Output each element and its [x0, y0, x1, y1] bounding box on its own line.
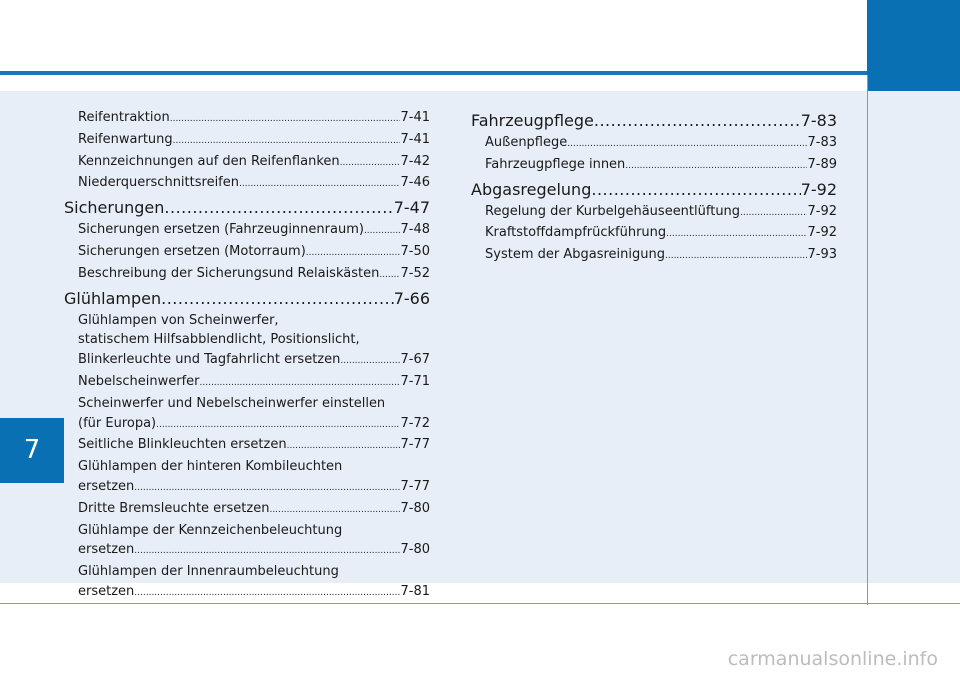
toc-page-number: 7-81 [400, 583, 430, 599]
dot-leader [594, 109, 801, 133]
toc-entry-title: Reifentraktion [78, 110, 170, 125]
toc-entry[interactable] [64, 264, 430, 286]
toc-entry[interactable] [471, 223, 837, 245]
dot-leader [364, 220, 401, 242]
toc-entry[interactable] [64, 108, 430, 130]
toc-page-number: 7-89 [807, 156, 837, 172]
dot-leader [625, 155, 807, 177]
dot-leader [134, 540, 400, 562]
dot-leader [666, 223, 807, 245]
toc-page-number: 7-71 [400, 373, 430, 389]
dot-leader [306, 242, 401, 264]
toc-entry-title-line: Glühlampe der Kennzeichenbeleuchtung [78, 522, 343, 538]
toc-entry[interactable] [64, 499, 430, 521]
toc-page-number: 7-48 [400, 222, 430, 238]
toc-entry-title: Sicherungen ersetzen (Motorraum) [78, 243, 306, 259]
toc-page-number: 7-92 [807, 225, 837, 241]
toc-entry-title: ersetzen [78, 478, 135, 494]
toc-entry-title: (für Europa) [78, 415, 157, 431]
dot-leader [200, 372, 401, 394]
toc-entry-title: Beschreibung der Sicherungsund Relaiskästen [78, 265, 380, 281]
toc-entry-title: ersetzen [78, 583, 135, 599]
toc-page-number: 7-80 [400, 542, 430, 558]
toc-entry-title: Nebelscheinwerfer [78, 373, 200, 389]
toc-entry-title: Fahrzeugpflege [471, 111, 594, 130]
toc-page-number: 7-47 [393, 198, 430, 218]
toc-page-number: 7-92 [800, 179, 837, 199]
watermark: carmanualsonline.info [727, 648, 938, 670]
dot-leader [134, 477, 400, 499]
toc-entry-title: Dritte Bremsleuchte ersetzen [78, 500, 270, 516]
toc-entry-title-line: Glühlampen der Innenraumbeleuchtung [78, 564, 339, 580]
toc-entry-title: Sicherungen [64, 198, 165, 218]
margin-strip [868, 91, 960, 583]
toc-entry-title: Glühlampen [64, 288, 162, 308]
toc-page-number: 7-50 [400, 243, 430, 259]
dot-leader [239, 173, 400, 195]
toc-page-number: 7-41 [400, 110, 430, 125]
toc-entry[interactable] [64, 311, 430, 372]
dot-leader [156, 414, 400, 436]
toc-entry-title: Fahrzeugpflege innen [485, 156, 626, 172]
toc-entry-title-line: Scheinwerfer und Nebelscheinwerfer einstellen [78, 395, 386, 411]
toc-section-heading[interactable] [64, 287, 430, 311]
toc-entry-title: Regelung der Kurbelgehäuseentlüftung [485, 203, 741, 219]
toc-entry[interactable] [64, 394, 430, 436]
toc-page-number: 7-77 [400, 478, 430, 494]
toc-entry-title-line: Glühlampen der hinteren Kombileuchten [78, 459, 343, 475]
corner-tab-block [867, 0, 960, 91]
toc-entry[interactable] [64, 242, 430, 264]
toc-entry[interactable] [471, 133, 837, 155]
toc-page-number: 7-46 [400, 175, 430, 191]
toc-entry-title-line: Glühlampen von Scheinwerfer, [78, 312, 279, 328]
toc-entry[interactable] [471, 245, 837, 267]
dot-leader [173, 130, 401, 152]
dot-leader [164, 196, 393, 220]
dot-leader [591, 178, 800, 202]
toc-entry-title: Außenpflege [485, 135, 568, 150]
toc-entry[interactable] [64, 521, 430, 563]
toc-page-number: 7-66 [393, 288, 430, 308]
toc-entry-title: ersetzen [78, 542, 135, 558]
toc-page-number: 7-77 [400, 437, 430, 453]
dot-leader [567, 133, 807, 155]
toc-entry[interactable] [471, 202, 837, 224]
toc-page-number: 7-83 [807, 135, 837, 150]
toc-section-heading[interactable] [471, 109, 837, 133]
toc-entry[interactable] [471, 155, 837, 177]
toc-entry[interactable] [64, 152, 430, 174]
dot-leader [170, 108, 401, 130]
toc-entry-title: Kennzeichnungen auf den Reifenflanken [78, 153, 340, 169]
toc-page-number: 7-67 [400, 352, 430, 368]
dot-leader [340, 350, 400, 372]
toc-section-heading[interactable] [64, 196, 430, 220]
toc-entry-title: Reifenwartung [78, 131, 173, 147]
toc-entry-title: Blinkerleuchte und Tagfahrlicht ersetzen [78, 352, 341, 368]
chapter-tab: 7 [0, 418, 64, 483]
toc-entry[interactable] [64, 372, 430, 394]
toc-page-number: 7-42 [400, 153, 430, 169]
dot-leader [379, 264, 400, 286]
toc-entry-title: Kraftstoffdampfrückführung [485, 225, 667, 241]
toc-entry-title: Sicherungen ersetzen (Fahrzeuginnenraum) [78, 222, 364, 238]
toc-section-heading[interactable] [471, 178, 837, 202]
dot-leader [740, 202, 807, 224]
dot-leader [287, 435, 401, 457]
dot-leader [665, 245, 808, 267]
toc-page-number: 7-80 [400, 500, 430, 516]
toc-page-number: 7-52 [400, 265, 430, 281]
toc-entry[interactable] [64, 457, 430, 499]
header-rule [0, 71, 867, 75]
toc-entry-title: System der Abgasreinigung [485, 247, 665, 263]
toc-page-number: 7-72 [400, 415, 430, 431]
toc-entry[interactable] [64, 562, 430, 604]
dot-leader [269, 499, 400, 521]
dot-leader [340, 152, 401, 174]
toc-right-column [471, 108, 837, 267]
toc-entry-title: Seitliche Blinkleuchten ersetzen [78, 437, 287, 453]
toc-entry[interactable] [64, 220, 430, 242]
dot-leader [161, 287, 394, 311]
toc-page-number: 7-92 [807, 203, 837, 219]
margin-divider [867, 75, 868, 605]
dot-leader [134, 582, 400, 604]
toc-entry[interactable] [64, 130, 430, 152]
toc-entry[interactable] [64, 435, 430, 457]
toc-entry-title: Niederquerschnittsreifen [78, 175, 239, 191]
toc-page-number: 7-83 [800, 111, 837, 130]
toc-left-column [64, 108, 430, 604]
toc-entry-title-line: statischem Hilfsabblendlicht, Positionslicht, [78, 332, 360, 348]
toc-entry[interactable] [64, 173, 430, 195]
toc-entry-title: Abgasregelung [471, 179, 592, 199]
toc-page-number: 7-41 [400, 131, 430, 147]
toc-page-number: 7-93 [807, 247, 837, 263]
